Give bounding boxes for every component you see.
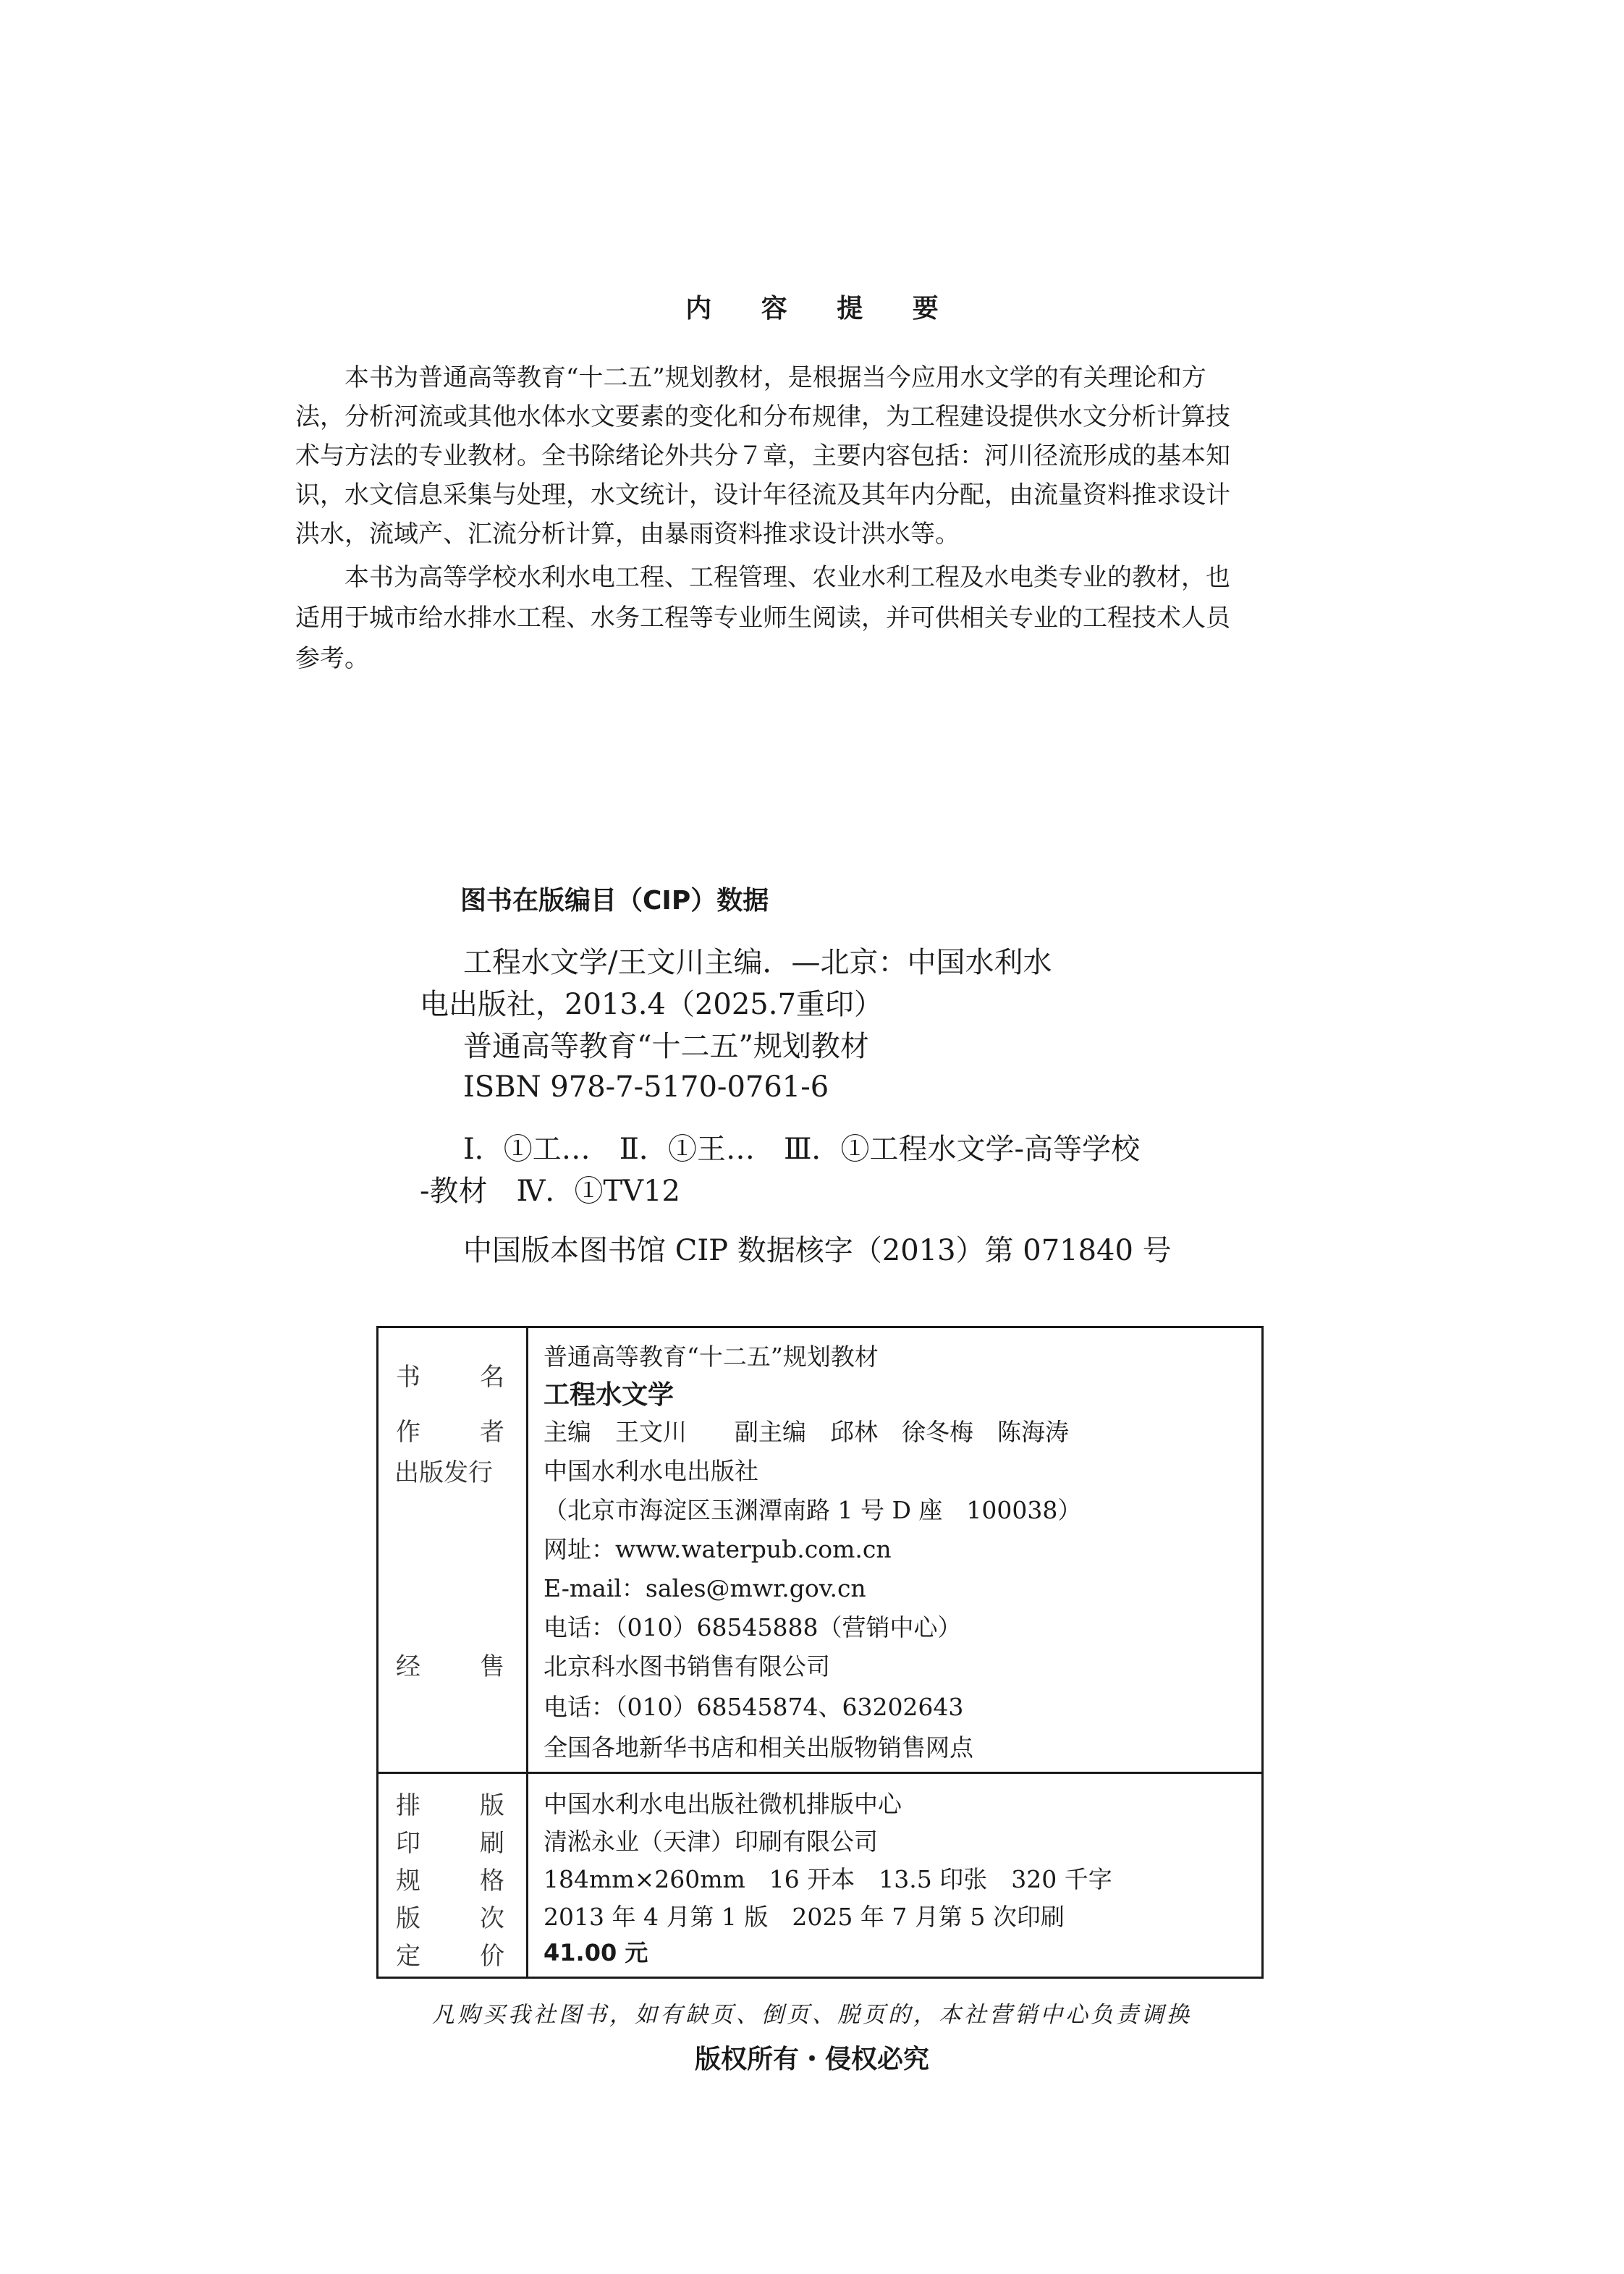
- marketing-phone: 电话：（010）68545888（营销中心）: [544, 1613, 962, 1641]
- label-publisher: 出版发行: [394, 1458, 493, 1487]
- distributor-phone: 电话：（010）68545874、63202643: [544, 1693, 964, 1721]
- publisher: 中国水利水电出版社: [544, 1457, 758, 1485]
- spec: 184mm×260mm 16 开本 13.5 印张 320 千字: [544, 1865, 1112, 1893]
- replacement-notice: 凡购买我社图书，如有缺页、倒页、脱页的，本社营销中心负责调换: [432, 2002, 1192, 2028]
- label-distribution: 经 售: [396, 1652, 504, 1681]
- table-divider: [526, 1328, 528, 1977]
- cip-line: 普通高等教育“十二五”规划教材: [434, 1030, 869, 1063]
- publication-info-table: [376, 1326, 1264, 1979]
- series-name: 普通高等教育“十二五”规划教材: [544, 1343, 879, 1371]
- summary-line: 本书为普通高等教育“十二五”规划教材，是根据当今应用水文学的有关理论和方: [295, 363, 1206, 392]
- copyright-notice: 版权所有・侵权必究: [694, 2045, 929, 2074]
- label-book-name: 书 名: [396, 1363, 504, 1392]
- typeset: 中国水利水电出版社微机排版中心: [544, 1790, 902, 1818]
- label-spec: 规 格: [396, 1867, 504, 1895]
- summary-line: 术与方法的专业教材。全书除绪论外共分７章，主要内容包括：河川径流形成的基本知: [295, 441, 1230, 470]
- summary-line: 法，分析河流或其他水体水文要素的变化和分布规律，为工程建设提供水文分析计算技: [295, 402, 1230, 431]
- printer: 清淞永业（天津）印刷有限公司: [544, 1827, 878, 1856]
- cip-line: -教材 Ⅳ．①TV12: [420, 1175, 680, 1208]
- publisher-website: 网址：www.waterpub.com.cn: [544, 1535, 892, 1563]
- cip-line: 电出版社，2013.4（2025.7重印）: [420, 988, 883, 1021]
- cip-isbn: ISBN 978-7-5170-0761-6: [434, 1070, 829, 1104]
- summary-line: 洪水，流域产、汇流分析计算，由暴雨资料推求设计洪水等。: [295, 520, 960, 549]
- sales-outlets: 全国各地新华书店和相关出版物销售网点: [544, 1733, 973, 1762]
- summary-line: 适用于城市给水排水工程、水务工程等专业师生阅读，并可供相关专业的工程技术人员: [295, 604, 1230, 633]
- price: 41.00 元: [544, 1939, 648, 1966]
- cip-line: 工程水文学/王文川主编．—北京：中国水利水: [434, 946, 1052, 979]
- label-print: 印 刷: [396, 1829, 504, 1858]
- cip-line: 中国版本图书馆 CIP 数据核字（2013）第 071840 号: [434, 1234, 1172, 1267]
- label-edition: 版 次: [396, 1904, 504, 1933]
- summary-line: 识，水文信息采集与处理，水文统计，设计年径流及其年内分配，由流量资料推求设计: [295, 481, 1230, 510]
- summary-line: 参考。: [295, 644, 369, 673]
- cip-title: 图书在版编目（CIP）数据: [460, 886, 769, 916]
- summary-line: 本书为高等学校水利水电工程、工程管理、农业水利工程及水电类专业的教材，也: [295, 563, 1230, 592]
- book-title: 工程水文学: [544, 1380, 674, 1410]
- authors: 主编 王文川 副主编 邱林 徐冬梅 陈海涛: [544, 1418, 1069, 1446]
- table-divider: [378, 1772, 1261, 1774]
- publisher-address: （北京市海淀区玉渊潭南路 1 号 D 座 100038）: [544, 1496, 1082, 1524]
- label-author: 作 者: [396, 1418, 504, 1447]
- distributor: 北京科水图书销售有限公司: [544, 1652, 830, 1681]
- cip-line: Ⅰ．①工… Ⅱ．①王… Ⅲ．①工程水文学-高等学校: [434, 1133, 1141, 1166]
- label-price: 定 价: [396, 1942, 504, 1971]
- label-typeset: 排 版: [396, 1791, 504, 1820]
- edition: 2013 年 4 月第 1 版 2025 年 7 月第 5 次印刷: [544, 1903, 1065, 1931]
- publisher-email: E-mail：sales@mwr.gov.cn: [544, 1574, 866, 1602]
- summary-title: 内 容 提 要: [685, 294, 959, 324]
